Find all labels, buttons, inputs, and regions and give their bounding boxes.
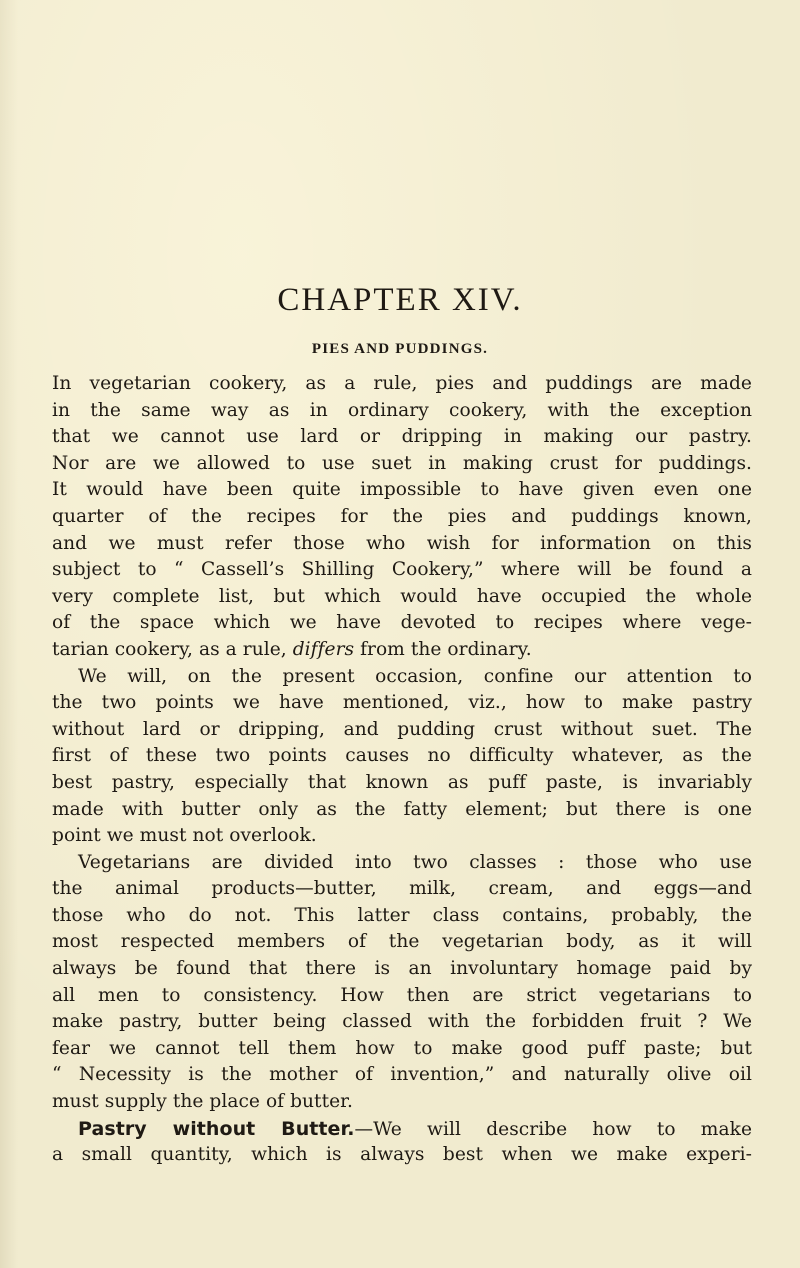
body-text bbox=[52, 371, 752, 1169]
text-line: the two points we have mentioned, viz., how to make pastry bbox=[52, 692, 752, 714]
chapter-heading: CHAPTER XIV. bbox=[277, 282, 523, 318]
text-line: very complete list, but which would have occupied the whole bbox=[52, 585, 752, 607]
text-line: that we cannot use lard or dripping in making our pastry. bbox=[52, 426, 752, 448]
text-line: and we must refer those who wish for information on this bbox=[52, 532, 752, 554]
text-run: —We will describe how to make bbox=[354, 1118, 752, 1140]
text-run: from the ordinary. bbox=[354, 638, 532, 660]
text-line: It would have been quite impossible to have given even one bbox=[52, 479, 752, 501]
text-line: best pastry, especially that known as puff paste, is invariably bbox=[52, 771, 752, 793]
text-line: In vegetarian cookery, as a rule, pies and puddings are made bbox=[52, 373, 752, 394]
text-line: subject to “ Cassell’s Shilling Cookery,” where will be found a bbox=[52, 559, 752, 581]
text-line: made with butter only as the fatty element; but there is one bbox=[52, 798, 752, 820]
text-line: always be found that there is an involuntary homage paid by bbox=[52, 958, 752, 980]
text-run: tarian cookery, as a rule, bbox=[52, 638, 293, 660]
text-line: We will, on the present occasion, confine our attention to bbox=[78, 665, 752, 687]
text-line: those who do not. This latter class contains, probably, the bbox=[52, 904, 752, 926]
text-line: most respected members of the vegetarian body, as it will bbox=[52, 931, 752, 953]
text-line: the animal products—butter, milk, cream, and eggs—and bbox=[52, 878, 752, 900]
text-line: make pastry, butter being classed with the forbidden fruit ? We bbox=[52, 1011, 752, 1033]
text-line: of the space which we have devoted to recipes where vege- bbox=[52, 612, 752, 634]
text-line: a small quantity, which is always best when we make experi- bbox=[52, 1144, 752, 1166]
chapter-subheading: PIES AND PUDDINGS. bbox=[311, 341, 489, 357]
text-line bbox=[52, 637, 752, 664]
text-line: fear we cannot tell them how to make good puff paste; but bbox=[52, 1037, 752, 1059]
text-line: “ Necessity is the mother of invention,” and naturally olive oil bbox=[52, 1064, 752, 1086]
text-line: Vegetarians are divided into two classes : those who use bbox=[78, 851, 752, 873]
text-line: first of these two points causes no difficulty whatever, as the bbox=[52, 745, 752, 767]
text-line: all men to consistency. How then are strict vegetarians to bbox=[52, 984, 752, 1006]
emphasis-word: differs bbox=[292, 638, 355, 660]
text-line: must supply the place of butter. bbox=[52, 1091, 354, 1113]
text-line: quarter of the recipes for the pies and puddings known, bbox=[52, 505, 752, 527]
text-line bbox=[52, 1116, 752, 1143]
text-line: Nor are we allowed to use suet in making crust for puddings. bbox=[52, 452, 752, 474]
text-line: in the same way as in ordinary cookery, with the exception bbox=[52, 399, 752, 421]
section-heading: Pastry without Butter. bbox=[78, 1117, 355, 1140]
text-line: point we must not overlook. bbox=[52, 825, 317, 847]
text-line: without lard or dripping, and pudding crust without suet. The bbox=[52, 718, 752, 740]
